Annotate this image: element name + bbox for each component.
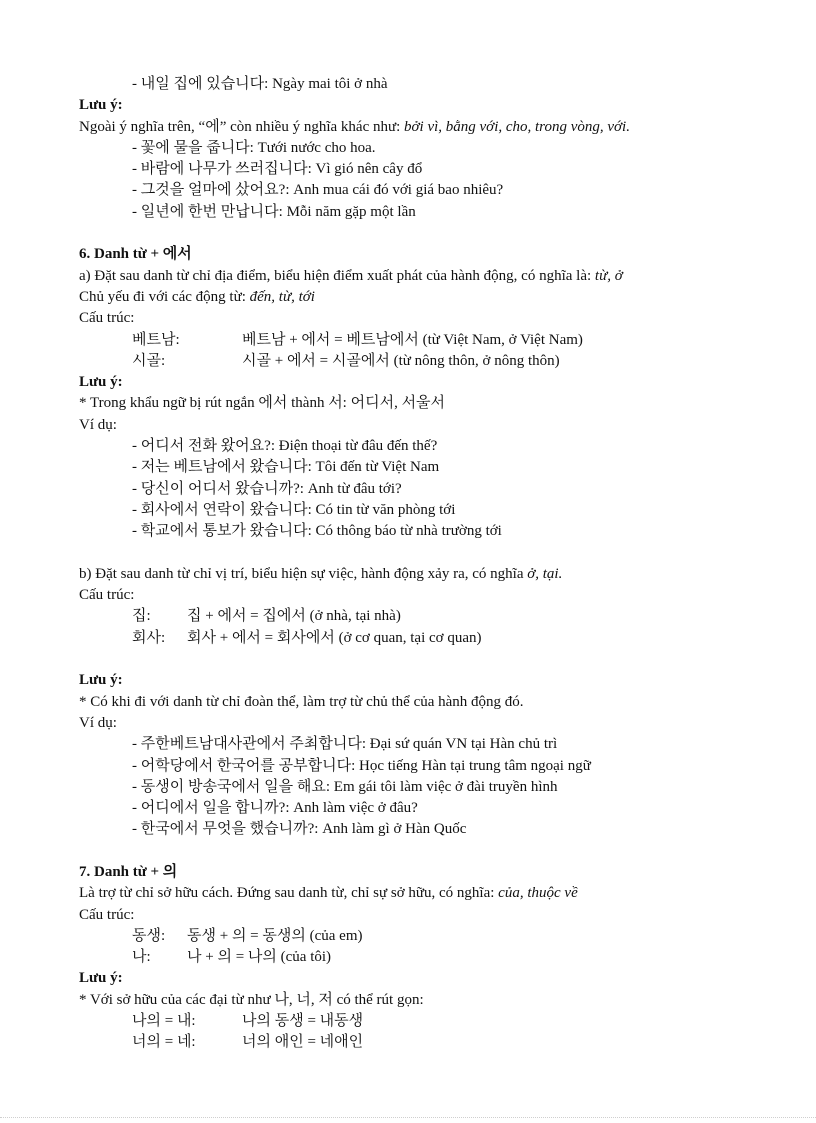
structure-row — [79, 606, 779, 627]
structure-label: Cấu trúc: — [79, 587, 135, 604]
structure-term: 집: — [132, 608, 151, 625]
structure-term: 너의 = 네: — [132, 1034, 196, 1051]
structure-row — [79, 926, 779, 947]
text-span: Chủ yếu đi với các động từ: — [79, 288, 250, 305]
note-heading: Lưu ý: — [79, 374, 123, 391]
structure-row — [79, 1032, 779, 1053]
example-label: Ví dụ: — [79, 714, 117, 731]
structure-term: 나: — [132, 949, 151, 966]
example-line: - 동생이 방송국에서 일을 해요: Em gái tôi làm việc ở đài truyền hình — [132, 778, 558, 795]
paragraph-line — [79, 883, 779, 904]
example-line: - 어학당에서 한국어를 공부합니다: Học tiếng Hàn tại trung tâm ngoại ngữ — [132, 757, 591, 774]
example-line: - 어디에서 일을 합니까?: Anh làm việc ở đâu? — [132, 800, 418, 817]
italic-meanings: của, thuộc về — [498, 885, 578, 902]
italic-meanings: bởi vì, bằng với, cho, trong vòng, với. — [404, 118, 630, 135]
text-span: a) Đặt sau danh từ chỉ địa điểm, biểu hiện điểm xuất phát của hành động, có nghĩa là: — [79, 267, 595, 284]
example-line: - 어디서 전화 왔어요?: Điện thoại từ đâu đến thế? — [132, 438, 438, 455]
text-span: Ngoài ý nghĩa trên, “에” còn nhiều ý nghĩa khác như: — [79, 118, 405, 135]
example-line: - 학교에서 통보가 왔습니다: Có thông báo từ nhà trường tới — [132, 523, 502, 540]
paragraph-line — [79, 266, 779, 287]
structure-formula: 너의 애인 = 네애인 — [242, 1034, 364, 1051]
paragraph-line: * Với sở hữu của các đại từ như 나, 너, 저 có thể rút gọn: — [79, 991, 424, 1008]
structure-term: 동생: — [132, 927, 166, 944]
example-line: - 한국에서 무엇을 했습니까?: Anh làm gì ở Hàn Quốc — [132, 821, 467, 838]
section-heading-7: 7. Danh từ + 의 — [79, 863, 178, 880]
structure-term: 회사: — [132, 629, 166, 646]
example-label: Ví dụ: — [79, 416, 117, 433]
example-line: - 회사에서 연락이 왔습니다: Có tin từ văn phòng tới — [132, 501, 456, 518]
structure-row — [79, 628, 779, 649]
example-line: - 일년에 한번 만납니다: Mỗi năm gặp một lần — [132, 203, 416, 220]
structure-formula: 나의 동생 = 내동생 — [242, 1013, 364, 1030]
paragraph-line — [79, 564, 779, 585]
section-heading-6: 6. Danh từ + 에서 — [79, 246, 192, 263]
structure-label: Cấu trúc: — [79, 310, 135, 327]
paragraph-line: * Trong khẩu ngữ bị rút ngắn 에서 thành 서: 어디서, 서울서 — [79, 395, 446, 412]
structure-formula: 동생 + 의 = 동생의 (của em) — [187, 927, 363, 944]
example-line: - 그것을 얼마에 샀어요?: Anh mua cái đó với giá bao nhiêu? — [132, 182, 504, 199]
structure-row — [79, 947, 779, 968]
structure-formula: 나 + 의 = 나의 (của tôi) — [187, 949, 332, 966]
example-line: - 저는 베트남에서 왔습니다: Tôi đến từ Việt Nam — [132, 459, 440, 476]
structure-term: 시골: — [132, 352, 166, 369]
example-line: - 꽃에 물을 줍니다: Tưới nước cho hoa. — [132, 139, 376, 156]
structure-row — [79, 330, 779, 351]
italic-meanings: đến, từ, tới — [249, 288, 315, 305]
example-line: - 내일 집에 있습니다: Ngày mai tôi ở nhà — [132, 76, 388, 92]
text-span: b) Đặt sau danh từ chỉ vị trí, biểu hiện sự việc, hành động xảy ra, có nghĩa — [79, 565, 528, 582]
italic-meanings: từ, ở — [594, 267, 623, 284]
paragraph-line — [79, 117, 779, 138]
example-line: - 당신이 어디서 왔습니까?: Anh từ đâu tới? — [132, 480, 402, 497]
italic-meanings: ở, tại. — [527, 565, 563, 582]
example-line: - 바람에 나무가 쓰러집니다: Vì gió nên cây đổ — [132, 161, 423, 178]
structure-formula: 시골 + 에서 = 시골에서 (từ nông thôn, ở nông thôn) — [242, 352, 560, 369]
paragraph-line — [79, 287, 779, 308]
structure-formula: 회사 + 에서 = 회사에서 (ở cơ quan, tại cơ quan) — [187, 629, 482, 646]
structure-formula: 베트남 + 에서 = 베트남에서 (từ Việt Nam, ở Việt Nam) — [242, 331, 583, 348]
text-span: Là trợ từ chỉ sở hữu cách. Đứng sau danh từ, chỉ sự sở hữu, có nghĩa: — [79, 885, 499, 902]
document-body — [79, 74, 779, 1054]
note-heading: Lưu ý: — [79, 672, 123, 689]
paragraph-line: * Có khi đi với danh từ chỉ đoàn thể, làm trợ từ chủ thể của hành động đó. — [79, 693, 524, 710]
note-heading: Lưu ý: — [79, 97, 123, 114]
structure-term: 나의 = 내: — [132, 1013, 196, 1030]
structure-row — [79, 351, 779, 372]
structure-row — [79, 1011, 779, 1032]
structure-formula: 집 + 에서 = 집에서 (ở nhà, tại nhà) — [187, 608, 401, 625]
page-bottom-divider — [0, 1117, 816, 1118]
structure-label: Cấu trúc: — [79, 906, 135, 923]
structure-term: 베트남: — [132, 331, 180, 348]
example-line: - 주한베트남대사관에서 주최합니다: Đại sứ quán VN tại Hàn chủ trì — [132, 736, 558, 753]
note-heading: Lưu ý: — [79, 970, 123, 987]
